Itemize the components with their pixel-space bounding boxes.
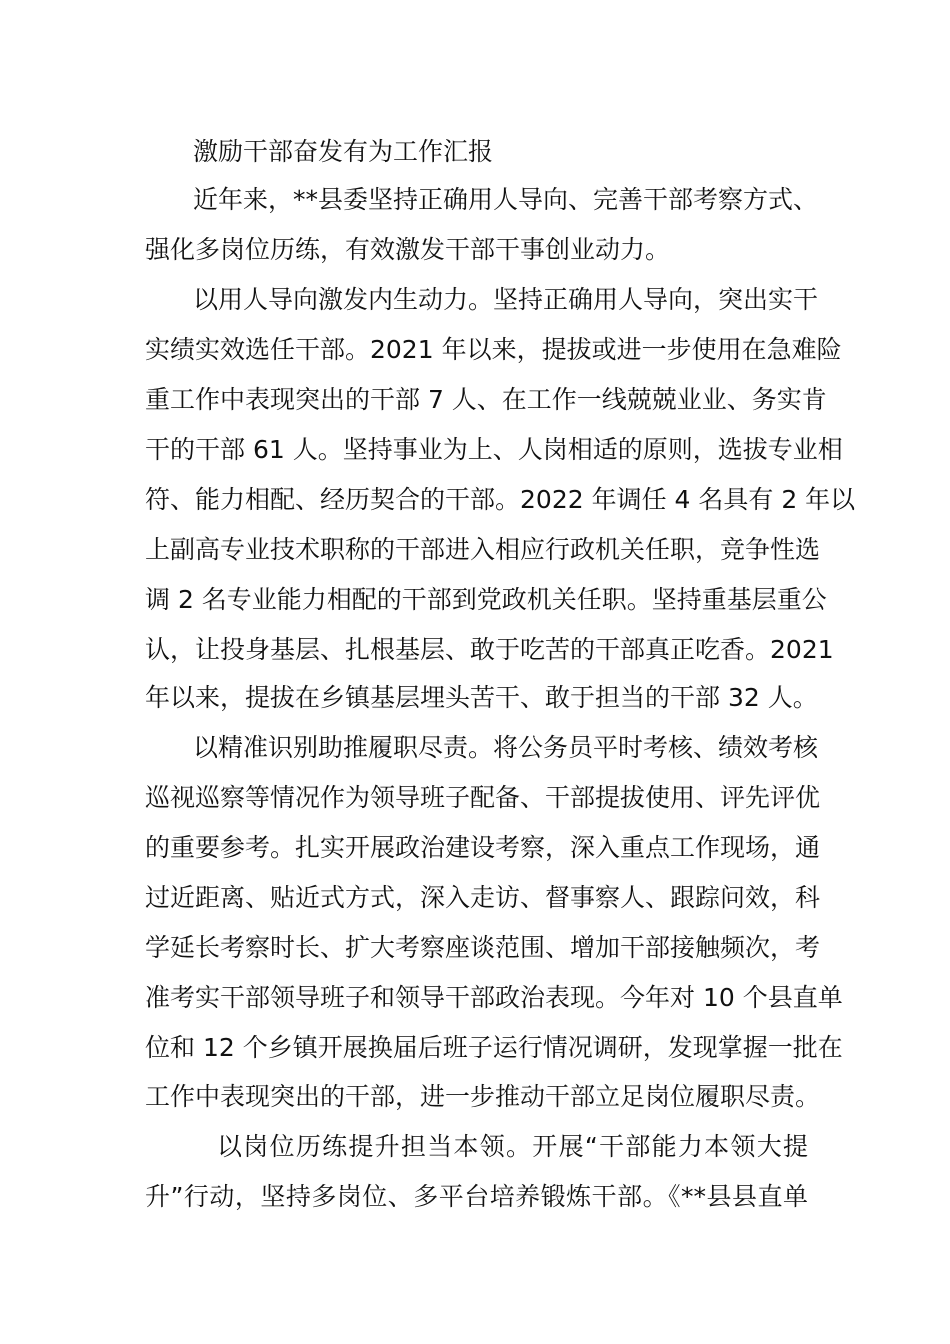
text-line: 实绩实效选任干部。2021 年以来，提拔或进一步使用在急难险 [145,335,842,364]
text-line: 强化多岗位历练，有效激发干部干事创业动力。 [145,235,671,264]
document-title: 激励干部奋发有为工作汇报 [193,137,494,166]
text-line: 干的干部 61 人。坚持事业为上、人岗相适的原则，选拔专业相 [145,435,843,464]
text-line: 升”行动，坚持多岗位、多平台培养锻炼干部。《**县县直单 [145,1182,808,1211]
text-line: 过近距离、贴近式方式，深入走访、督事察人、跟踪问效，科 [145,883,821,912]
text-line: 符、能力相配、经历契合的干部。2022 年调任 4 名具有 2 年以 [145,485,856,514]
text-line: 以岗位历练提升担当本领。开展“干部能力本领大提 [217,1132,808,1161]
text-line: 以精准识别助推履职尽责。将公务员平时考核、绩效考核 [193,733,819,762]
text-line: 位和 12 个乡镇开展换届后班子运行情况调研，发现掌握一批在 [145,1033,843,1062]
text-line: 近年来，**县委坚持正确用人导向、完善干部考察方式、 [193,185,819,214]
text-line: 认，让投身基层、扎根基层、敢于吃苦的干部真正吃香。2021 [145,635,834,664]
text-line: 工作中表现突出的干部，进一步推动干部立足岗位履职尽责。 [145,1082,821,1111]
text-line: 学延长考察时长、扩大考察座谈范围、增加干部接触频次，考 [145,933,821,962]
text-line: 调 2 名专业能力相配的干部到党政机关任职。坚持重基层重公 [145,585,827,614]
text-line: 准考实干部领导班子和领导干部政治表现。今年对 10 个县直单 [145,983,843,1012]
text-line: 重工作中表现突出的干部 7 人、在工作一线兢兢业业、务实肯 [145,385,827,414]
text-line: 巡视巡察等情况作为领导班子配备、干部提拔使用、评先评优 [145,783,821,812]
text-line: 的重要参考。扎实开展政治建设考察，深入重点工作现场，通 [145,833,821,862]
text-line: 以用人导向激发内生动力。坚持正确用人导向，突出实干 [193,285,819,314]
text-line: 年以来，提拔在乡镇基层埋头苦干、敢于担当的干部 32 人。 [145,683,818,712]
text-line: 上副高专业技术职称的干部进入相应行政机关任职，竞争性选 [145,535,821,564]
